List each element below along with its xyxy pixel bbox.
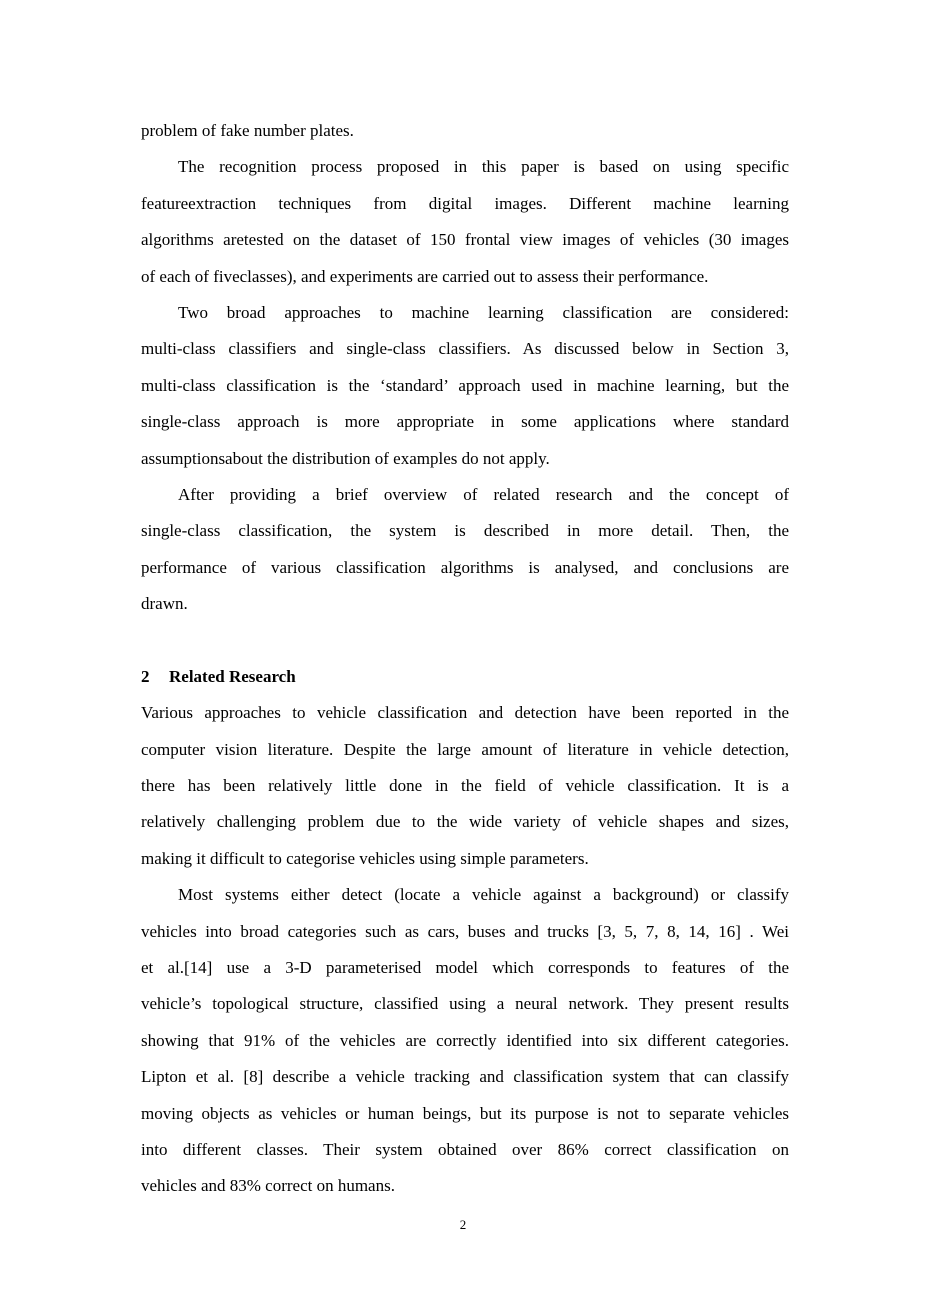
paragraph [141, 877, 789, 1205]
paragraph [141, 477, 789, 623]
text-line: Two broad approaches to machine learning classification are considered: [178, 302, 789, 322]
text-line: computer vision literature. Despite the large amount of literature in vehicle detection, [141, 739, 789, 759]
section-title: Related Research [169, 666, 296, 686]
text-line: there has been relatively little done in the field of vehicle classification. It is a [141, 776, 789, 796]
paragraph [141, 695, 789, 877]
document-body [141, 113, 789, 1205]
section-heading [141, 659, 789, 695]
text-line: single-class classification, the system is described in more detail. Then, the [141, 521, 789, 541]
text-line: multi-class classification is the ‘standard’ approach used in machine learning, but the [141, 375, 789, 395]
paragraph [141, 295, 789, 477]
text-line: et al.[14] use a 3-D parameterised model which corresponds to features of the [141, 957, 789, 977]
text-line: After providing a brief overview of related research and the concept of [178, 484, 789, 504]
text-line: vehicles into broad categories such as cars, buses and trucks [3, 5, 7, 8, 14, 16] . Wei [141, 921, 789, 941]
text-line: single-class approach is more appropriate in some applications where standard [141, 412, 789, 432]
text-line: featureextraction techniques from digital images. Different machine learning [141, 193, 789, 213]
text-line: drawn. [141, 594, 188, 614]
text-line: assumptionsabout the distribution of examples do not apply. [141, 448, 550, 468]
text-line: Most systems either detect (locate a vehicle against a background) or classify [178, 885, 789, 905]
paragraph [141, 149, 789, 295]
text-line: Lipton et al. [8] describe a vehicle tracking and classification system that can classify [141, 1067, 789, 1087]
paragraph [141, 113, 789, 149]
text-line: moving objects as vehicles or human beings, but its purpose is not to separate vehicles [141, 1103, 789, 1123]
blank-line [141, 622, 789, 658]
text-line: performance of various classification algorithms is analysed, and conclusions are [141, 557, 789, 577]
text-line: multi-class classifiers and single-class classifiers. As discussed below in Section 3, [141, 339, 789, 359]
text-line: Various approaches to vehicle classification and detection have been reported in the [141, 703, 789, 723]
text-line: into different classes. Their system obtained over 86% correct classification on [141, 1139, 789, 1159]
text-line: algorithms aretested on the dataset of 150 frontal view images of vehicles (30 images [141, 230, 789, 250]
text-line: relatively challenging problem due to the wide variety of vehicle shapes and sizes, [141, 812, 789, 832]
text-line: vehicles and 83% correct on humans. [141, 1176, 395, 1196]
text-line: problem of fake number plates. [141, 121, 354, 140]
text-line: of each of fiveclasses), and experiments are carried out to assess their performance. [141, 266, 709, 286]
text-line: showing that 91% of the vehicles are correctly identified into six different categories. [141, 1030, 789, 1050]
section-number: 2 [141, 666, 150, 686]
page-number: 2 [459, 1217, 467, 1232]
text-line: vehicle’s topological structure, classified using a neural network. They present results [141, 994, 789, 1014]
text-line: The recognition process proposed in this paper is based on using specific [178, 157, 789, 177]
text-line: making it difficult to categorise vehicles using simple parameters. [141, 848, 589, 868]
